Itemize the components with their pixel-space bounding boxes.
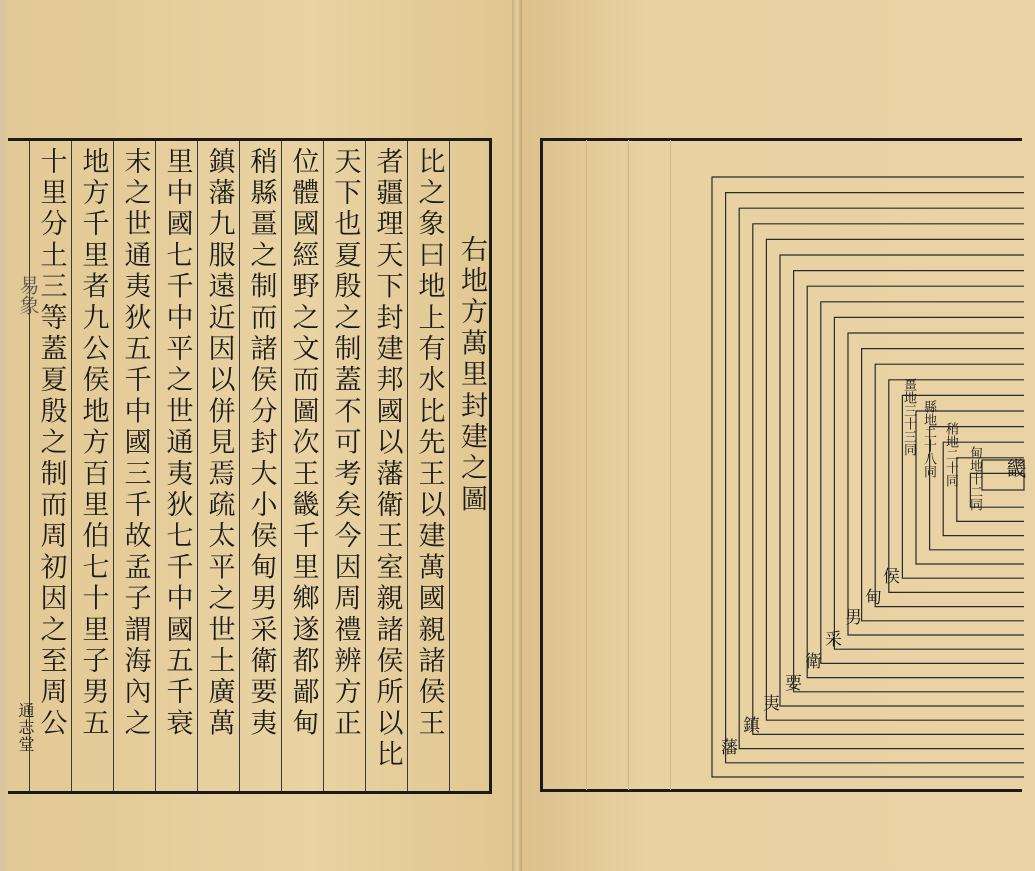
publisher-mark: 通志堂 (16, 702, 35, 753)
column-text: 鎮藩九服遠近因以併見焉疏太平之世土廣萬 (203, 147, 235, 740)
fu-label-nan: 男 (841, 608, 861, 625)
center-label: 畿 (1003, 458, 1027, 478)
fu-label-cai: 采 (821, 630, 841, 647)
fu-label-yao: 要 (781, 674, 801, 691)
column-text: 末之世通夷狄五千中國三千故孟子謂海內之 (119, 147, 151, 740)
column-text: 右地方萬里封建之圖 (456, 235, 487, 516)
fu-label-fan: 藩 (717, 738, 737, 755)
zone-label-jiang: 畺地三十三同 (901, 378, 916, 456)
zone-label-xian: 縣地二十八同 (921, 400, 936, 478)
fu-label-hou: 侯 (879, 567, 899, 584)
column-text: 十里分土三等蓋夏殷之制而周初因之至周公 (35, 147, 67, 740)
column-text: 稍縣畺之制而諸侯分封大小侯甸男采衛要夷 (245, 147, 277, 740)
column-text: 地方千里者九公侯地方百里伯七十里子男五 (77, 147, 109, 740)
zone-boundary-line (766, 239, 1027, 720)
fu-label-yi: 夷 (759, 694, 779, 711)
zone-label-dian: 甸地十二同 (967, 446, 982, 511)
zone-boundary-line (794, 271, 1027, 692)
column-text: 里中國七千中平之世通夷狄七千中國五千衰 (161, 147, 193, 740)
column-text: 者疆理天下封建邦國以藩衛王室親諸侯所以比 (371, 147, 403, 771)
zone-label-shao: 稍地二十同 (943, 422, 958, 487)
fu-label-dian: 甸 (861, 588, 881, 605)
fu-label-zhen: 鎮 (739, 716, 759, 733)
margin-mark: 易象 (16, 275, 40, 315)
column-text: 比之象曰地上有水比先王以建萬國親諸侯王 (413, 147, 445, 740)
fu-label-wei: 衛 (801, 652, 821, 669)
column-text: 位體國經野之文而圖次王畿千里鄉遂都鄙甸 (287, 147, 319, 740)
column-text: 天下也夏殷之制蓋不可考矣今因周禮辨方正 (329, 147, 361, 740)
